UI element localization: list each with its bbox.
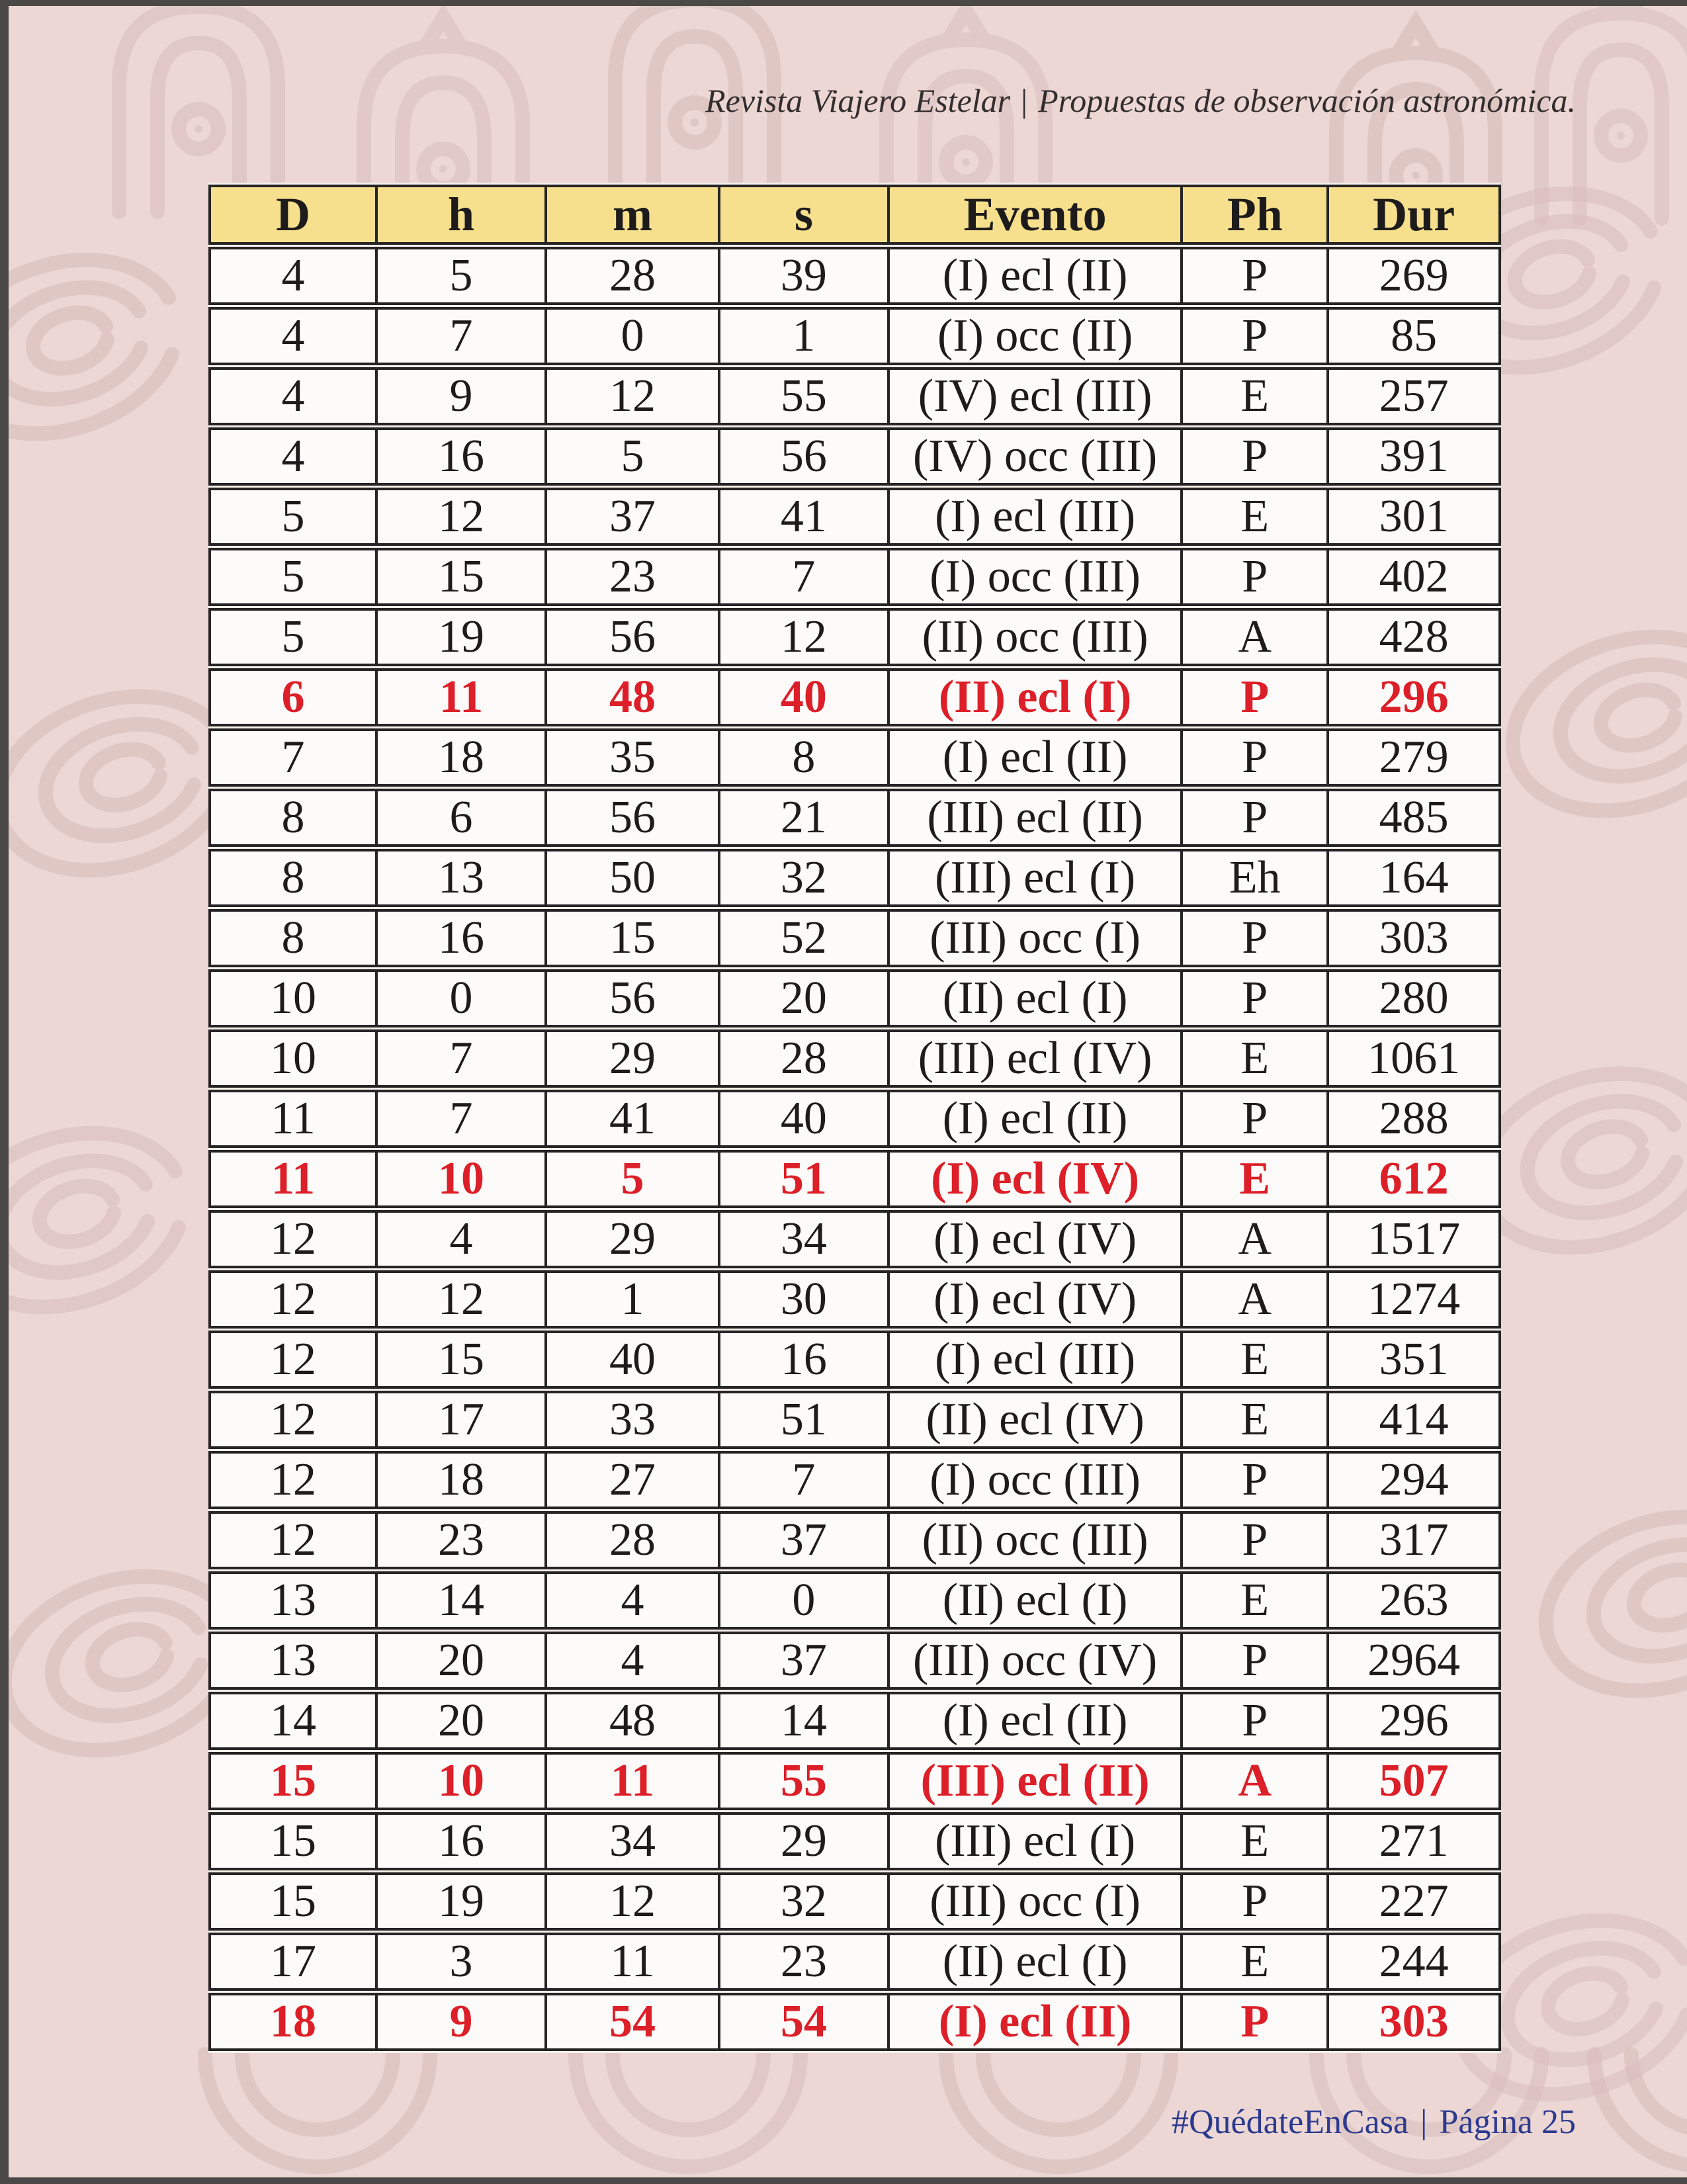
table-cell: 1274 <box>1326 1270 1501 1329</box>
table-cell: P <box>1180 548 1326 606</box>
table-cell: 14 <box>375 1571 544 1630</box>
table-cell: 1 <box>544 1270 718 1329</box>
table-cell: 0 <box>718 1571 887 1630</box>
table-cell: 15 <box>375 548 544 606</box>
table-row <box>208 367 1501 425</box>
table-cell: 17 <box>375 1391 544 1449</box>
table-cell: 13 <box>375 849 544 907</box>
column-header: m <box>544 185 718 245</box>
table-cell: 13 <box>208 1632 375 1690</box>
table-cell: 5 <box>544 1150 718 1208</box>
table-cell: 9 <box>375 1993 544 2051</box>
table-cell: 48 <box>544 1692 718 1750</box>
table-cell: 15 <box>375 1331 544 1389</box>
table-cell: 4 <box>208 427 375 486</box>
table-cell: 16 <box>375 909 544 967</box>
page-frame-top <box>0 0 1687 6</box>
table-row <box>208 1632 1501 1690</box>
table-cell: 15 <box>544 909 718 967</box>
watermark-arch-icon <box>119 0 278 212</box>
table-cell: 5 <box>208 548 375 606</box>
table-cell: 280 <box>1326 969 1501 1027</box>
table-cell: (I) ecl (IV) <box>887 1150 1181 1208</box>
table-cell: 55 <box>718 367 887 425</box>
table-cell: 12 <box>208 1210 375 1268</box>
table-row <box>208 1391 1501 1449</box>
table-cell: 12 <box>544 1872 718 1931</box>
table-cell: 29 <box>544 1210 718 1268</box>
table-cell: (I) ecl (II) <box>887 1993 1181 2051</box>
table-cell: (II) ecl (IV) <box>887 1391 1181 1449</box>
table-cell: E <box>1180 367 1326 425</box>
table-cell: 48 <box>544 668 718 726</box>
table-cell: 10 <box>208 969 375 1027</box>
table-cell: 13 <box>208 1571 375 1630</box>
table-cell: 507 <box>1326 1752 1501 1810</box>
table-cell: 303 <box>1326 909 1501 967</box>
table-cell: (III) occ (IV) <box>887 1632 1181 1690</box>
table-row <box>208 1150 1501 1208</box>
table-cell: P <box>1180 247 1326 305</box>
table-cell: 15 <box>208 1872 375 1931</box>
table-cell: 1061 <box>1326 1029 1501 1088</box>
table-cell: 37 <box>544 488 718 546</box>
table-cell: (III) occ (I) <box>887 909 1181 967</box>
table-cell: (III) ecl (I) <box>887 1812 1181 1870</box>
table-cell: 29 <box>718 1812 887 1870</box>
table-cell: 5 <box>375 247 544 305</box>
table-cell: 28 <box>718 1029 887 1088</box>
table-cell: P <box>1180 1451 1326 1509</box>
table-cell: (I) ecl (II) <box>887 1090 1181 1148</box>
table-cell: (II) occ (III) <box>887 1511 1181 1569</box>
column-header: s <box>718 185 887 245</box>
column-header: Ph <box>1180 185 1326 245</box>
table-cell: 0 <box>375 969 544 1027</box>
table-cell: 227 <box>1326 1872 1501 1931</box>
table-cell: 5 <box>208 488 375 546</box>
table-cell: 8 <box>208 849 375 907</box>
table-cell: 41 <box>718 488 887 546</box>
table-cell: 23 <box>375 1511 544 1569</box>
table-cell: 39 <box>718 247 887 305</box>
table-cell: (I) occ (III) <box>887 548 1181 606</box>
table-cell: 52 <box>718 909 887 967</box>
table-cell: 16 <box>375 427 544 486</box>
table-row <box>208 849 1501 907</box>
table-cell: A <box>1180 1270 1326 1329</box>
table-cell: 56 <box>718 427 887 486</box>
table-cell: 414 <box>1326 1391 1501 1449</box>
table-row <box>208 1331 1501 1389</box>
table-cell: 7 <box>375 1029 544 1088</box>
table-cell: 294 <box>1326 1451 1501 1509</box>
table-cell: 37 <box>718 1511 887 1569</box>
table-cell: 164 <box>1326 849 1501 907</box>
table-cell: P <box>1180 1090 1326 1148</box>
table-cell: 351 <box>1326 1331 1501 1389</box>
table-cell: 34 <box>718 1210 887 1268</box>
table-cell: 279 <box>1326 728 1501 787</box>
watermark-rings-icon <box>576 2054 800 2167</box>
table-cell: 23 <box>544 548 718 606</box>
table-cell: 0 <box>544 307 718 365</box>
table-cell: 12 <box>208 1451 375 1509</box>
table-cell: 10 <box>375 1150 544 1208</box>
table-cell: (I) ecl (IV) <box>887 1210 1181 1268</box>
table-cell: 17 <box>208 1933 375 1991</box>
table-cell: 4 <box>208 367 375 425</box>
watermark-rings-icon <box>1594 2054 1687 2167</box>
page-frame-left <box>0 0 9 2184</box>
table-cell: P <box>1180 1993 1326 2051</box>
header-separator: | <box>1021 82 1028 119</box>
table-row <box>208 1029 1501 1088</box>
table-cell: (III) ecl (I) <box>887 849 1181 907</box>
table-cell: 296 <box>1326 668 1501 726</box>
table-cell: 301 <box>1326 488 1501 546</box>
table-cell: 7 <box>718 1451 887 1509</box>
table-cell: 6 <box>375 789 544 847</box>
watermark-swirl-icon <box>5 1577 232 1751</box>
footer-hashtag: #QuédateEnCasa <box>1171 2103 1409 2141</box>
table-cell: 11 <box>375 668 544 726</box>
table-cell: 15 <box>208 1812 375 1870</box>
table-cell: P <box>1180 668 1326 726</box>
table-cell: 7 <box>718 548 887 606</box>
table-cell: 11 <box>544 1752 718 1810</box>
table-cell: 21 <box>718 789 887 847</box>
page-header <box>705 79 1576 122</box>
column-header: Evento <box>887 185 1181 245</box>
table-cell: 428 <box>1326 608 1501 666</box>
table-cell: 29 <box>544 1029 718 1088</box>
table-cell: 37 <box>718 1632 887 1690</box>
table-row <box>208 1511 1501 1569</box>
table-row <box>208 488 1501 546</box>
table-cell: 303 <box>1326 1993 1501 2051</box>
events-table <box>208 183 1501 2053</box>
table-cell: (II) ecl (I) <box>887 969 1181 1027</box>
table-cell: E <box>1180 488 1326 546</box>
table-cell: 288 <box>1326 1090 1501 1148</box>
table-cell: 3 <box>375 1933 544 1991</box>
table-cell: (II) ecl (I) <box>887 1933 1181 1991</box>
table-cell: 296 <box>1326 1692 1501 1750</box>
table-cell: P <box>1180 789 1326 847</box>
table-cell: 33 <box>544 1391 718 1449</box>
watermark-swirl-icon <box>0 260 172 434</box>
table-cell: 18 <box>375 728 544 787</box>
table-cell: (I) ecl (II) <box>887 728 1181 787</box>
table-cell: 263 <box>1326 1571 1501 1630</box>
watermark-swirl-icon <box>1546 1517 1687 1691</box>
table-cell: 34 <box>544 1812 718 1870</box>
table-cell: 391 <box>1326 427 1501 486</box>
table-cell: 20 <box>718 969 887 1027</box>
table-cell: 19 <box>375 608 544 666</box>
table-cell: 40 <box>544 1331 718 1389</box>
table-cell: 10 <box>208 1029 375 1088</box>
table-cell: E <box>1180 1571 1326 1630</box>
table-cell: 18 <box>208 1993 375 2051</box>
table-cell: 11 <box>544 1933 718 1991</box>
table-cell: 20 <box>375 1632 544 1690</box>
watermark-swirl-icon <box>1513 637 1687 811</box>
table-cell: 10 <box>375 1752 544 1810</box>
table-cell: 56 <box>544 608 718 666</box>
table-cell: 1517 <box>1326 1210 1501 1268</box>
table-cell: 12 <box>208 1331 375 1389</box>
table-cell: 35 <box>544 728 718 787</box>
table-cell: 2964 <box>1326 1632 1501 1690</box>
table-cell: (I) ecl (III) <box>887 488 1181 546</box>
table-row <box>208 247 1501 305</box>
table-cell: 23 <box>718 1933 887 1991</box>
table-cell: 32 <box>718 849 887 907</box>
table-row <box>208 1692 1501 1750</box>
table-cell: 8 <box>208 789 375 847</box>
table-cell: P <box>1180 1632 1326 1690</box>
table-row <box>208 728 1501 787</box>
table-cell: 485 <box>1326 789 1501 847</box>
table-cell: 54 <box>718 1993 887 2051</box>
table-cell: (III) occ (I) <box>887 1872 1181 1931</box>
table-cell: (II) ecl (I) <box>887 668 1181 726</box>
table-cell: (I) occ (II) <box>887 307 1181 365</box>
table-cell: 50 <box>544 849 718 907</box>
table-cell: 12 <box>718 608 887 666</box>
footer-page-number: Página 25 <box>1439 2103 1576 2141</box>
table-cell: 6 <box>208 668 375 726</box>
watermark-swirl-icon <box>1480 1074 1687 1248</box>
table-row <box>208 1270 1501 1329</box>
watermark-rings-icon <box>946 2054 1171 2167</box>
table-row <box>208 307 1501 365</box>
table-cell: 18 <box>375 1451 544 1509</box>
table-cell: Eh <box>1180 849 1326 907</box>
table-cell: P <box>1180 1872 1326 1931</box>
table-cell: 4 <box>544 1571 718 1630</box>
table-row <box>208 789 1501 847</box>
table-cell: 7 <box>208 728 375 787</box>
table-cell: (III) ecl (II) <box>887 789 1181 847</box>
table-cell: 12 <box>375 1270 544 1329</box>
table-cell: E <box>1180 1812 1326 1870</box>
table-row <box>208 1993 1501 2051</box>
table-cell: 11 <box>208 1090 375 1148</box>
table-cell: 12 <box>208 1391 375 1449</box>
table-cell: 16 <box>718 1331 887 1389</box>
table-cell: 244 <box>1326 1933 1501 1991</box>
table-cell: (I) ecl (II) <box>887 1692 1181 1750</box>
table-cell: 41 <box>544 1090 718 1148</box>
table-row <box>208 1812 1501 1870</box>
magazine-title: Revista Viajero Estelar <box>705 82 1011 119</box>
table-cell: P <box>1180 909 1326 967</box>
table-cell: E <box>1180 1029 1326 1088</box>
table-cell: (I) occ (III) <box>887 1451 1181 1509</box>
table-cell: 19 <box>375 1872 544 1931</box>
table-cell: (II) ecl (I) <box>887 1571 1181 1630</box>
table-cell: 51 <box>718 1391 887 1449</box>
table-cell: P <box>1180 728 1326 787</box>
table-cell: A <box>1180 608 1326 666</box>
table-row <box>208 1571 1501 1630</box>
table-row <box>208 548 1501 606</box>
table-row <box>208 1933 1501 1991</box>
table-cell: 12 <box>208 1511 375 1569</box>
table-cell: 612 <box>1326 1150 1501 1208</box>
table-cell: 55 <box>718 1752 887 1810</box>
table-cell: 12 <box>544 367 718 425</box>
table-cell: 40 <box>718 1090 887 1148</box>
table-cell: 28 <box>544 247 718 305</box>
section-title: Propuestas de observación astronómica. <box>1038 82 1576 119</box>
table-cell: E <box>1180 1150 1326 1208</box>
table-row <box>208 1752 1501 1810</box>
table-cell: 27 <box>544 1451 718 1509</box>
table-cell: E <box>1180 1933 1326 1991</box>
table-cell: 12 <box>375 488 544 546</box>
table-cell: 85 <box>1326 307 1501 365</box>
table-row <box>208 1872 1501 1931</box>
table-cell: 8 <box>718 728 887 787</box>
table-cell: 30 <box>718 1270 887 1329</box>
column-header: D <box>208 185 375 245</box>
table-cell: 20 <box>375 1692 544 1750</box>
table-cell: (IV) occ (III) <box>887 427 1181 486</box>
table-body <box>208 247 1501 2051</box>
table-row <box>208 909 1501 967</box>
watermark-rings-icon <box>205 2054 430 2167</box>
table-cell: 4 <box>544 1632 718 1690</box>
table-cell: (I) ecl (IV) <box>887 1270 1181 1329</box>
column-header: Dur <box>1326 185 1501 245</box>
table-cell: 8 <box>208 909 375 967</box>
table-cell: (III) ecl (II) <box>887 1752 1181 1810</box>
table-cell: 317 <box>1326 1511 1501 1569</box>
page-frame-bottom <box>0 2177 1687 2184</box>
table-cell: 269 <box>1326 247 1501 305</box>
table-cell: P <box>1180 307 1326 365</box>
table-cell: P <box>1180 1692 1326 1750</box>
table-cell: 32 <box>718 1872 887 1931</box>
table-cell: 51 <box>718 1150 887 1208</box>
table-cell: 14 <box>718 1692 887 1750</box>
table-cell: 12 <box>208 1270 375 1329</box>
table-header-row <box>208 185 1501 245</box>
table-cell: 9 <box>375 367 544 425</box>
table-cell: 4 <box>375 1210 544 1268</box>
table-cell: (I) ecl (II) <box>887 247 1181 305</box>
table-cell: (IV) ecl (III) <box>887 367 1181 425</box>
table-cell: 1 <box>718 307 887 365</box>
table-row <box>208 608 1501 666</box>
table-cell: 4 <box>208 307 375 365</box>
table-cell: 54 <box>544 1993 718 2051</box>
table-cell: 11 <box>208 1150 375 1208</box>
table-cell: E <box>1180 1391 1326 1449</box>
column-header: h <box>375 185 544 245</box>
table-cell: A <box>1180 1210 1326 1268</box>
table-row <box>208 427 1501 486</box>
table-cell: 16 <box>375 1812 544 1870</box>
table-cell: 15 <box>208 1752 375 1810</box>
table-cell: 402 <box>1326 548 1501 606</box>
table-row <box>208 1451 1501 1509</box>
table-row <box>208 668 1501 726</box>
table-cell: 257 <box>1326 367 1501 425</box>
table-cell: 271 <box>1326 1812 1501 1870</box>
table-cell: 40 <box>718 668 887 726</box>
table-cell: E <box>1180 1331 1326 1389</box>
table-cell: 4 <box>208 247 375 305</box>
table-cell: 7 <box>375 1090 544 1148</box>
footer-separator: | <box>1420 2103 1428 2141</box>
table-cell: 14 <box>208 1692 375 1750</box>
table-row <box>208 1210 1501 1268</box>
table-cell: 56 <box>544 789 718 847</box>
table-cell: P <box>1180 1511 1326 1569</box>
page-footer <box>1172 2103 1576 2142</box>
table-cell: 5 <box>208 608 375 666</box>
table-cell: (III) ecl (IV) <box>887 1029 1181 1088</box>
watermark-swirl-icon <box>0 697 225 871</box>
watermark-swirl-icon <box>0 1133 179 1307</box>
table-row <box>208 1090 1501 1148</box>
table-cell: P <box>1180 969 1326 1027</box>
table-cell: A <box>1180 1752 1326 1810</box>
table-cell: (II) occ (III) <box>887 608 1181 666</box>
table-row <box>208 969 1501 1027</box>
table-cell: 56 <box>544 969 718 1027</box>
table-cell: 5 <box>544 427 718 486</box>
table-cell: 7 <box>375 307 544 365</box>
table-cell: 28 <box>544 1511 718 1569</box>
table-cell: (I) ecl (III) <box>887 1331 1181 1389</box>
table-cell: P <box>1180 427 1326 486</box>
